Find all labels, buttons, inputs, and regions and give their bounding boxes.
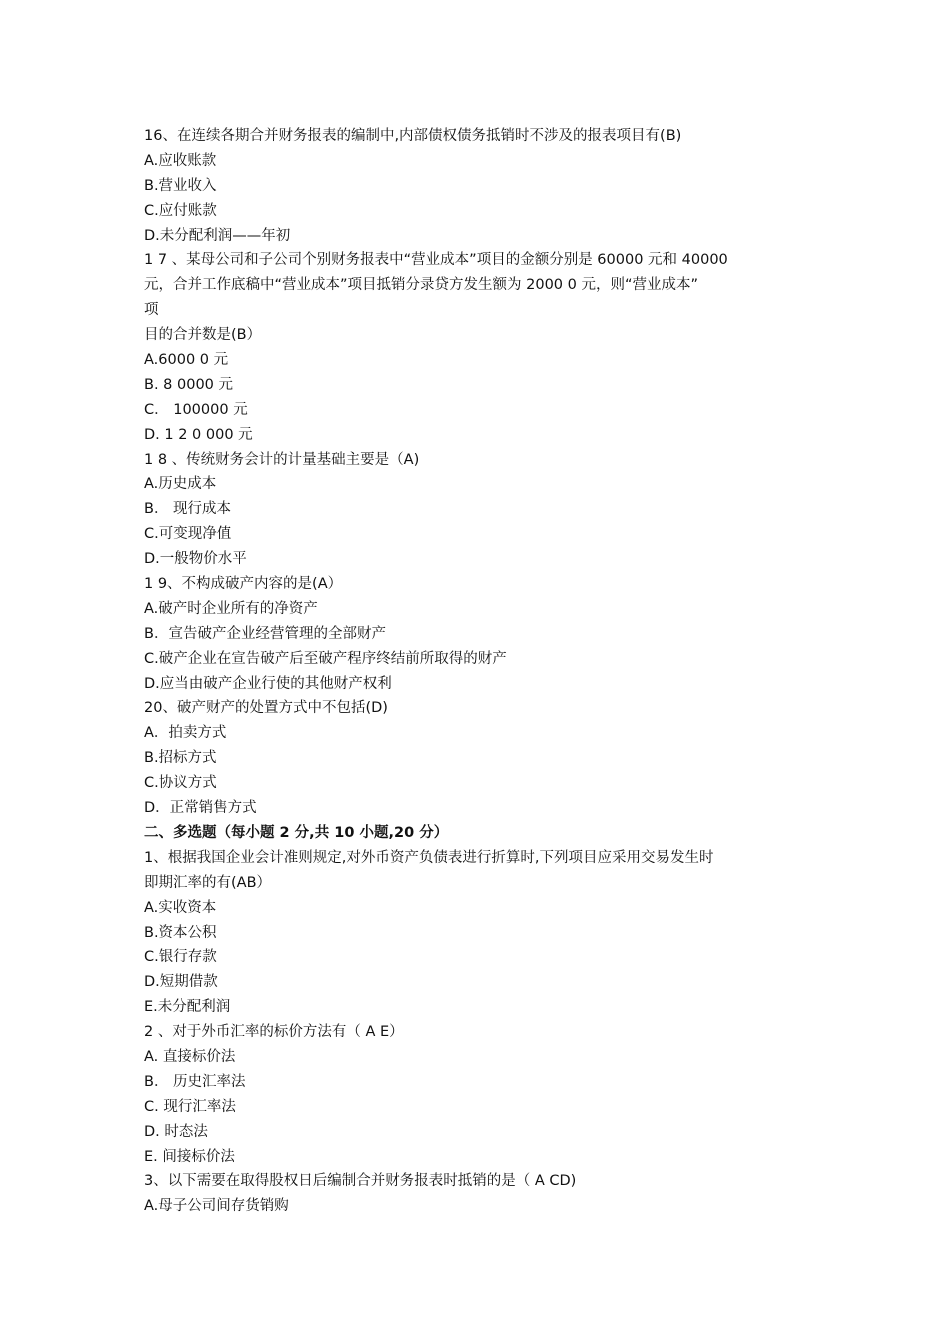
text-line: D.应当由破产企业行使的其他财产权利: [144, 675, 392, 692]
text-line: D.未分配利润——年初: [144, 227, 291, 244]
text-line: E.未分配利润: [144, 999, 231, 1016]
text-line: C.可变现净值: [144, 526, 232, 543]
text-line: D.一般物价水平: [144, 551, 247, 568]
text-line: C． 100000 元: [144, 401, 248, 418]
section-heading: 二、多选题（每小题 2 分,共 10 小题,20 分）: [144, 824, 449, 841]
text-line: B.营业收入: [144, 177, 217, 194]
text-line: B． 历史汇率法: [144, 1073, 246, 1090]
text-line: 元，合并工作底稿中“营业成本”项目抵销分录贷方发生额为 2000 0 元，则“营业成本”: [144, 277, 698, 294]
text-line: B．宣告破产企业经营管理的全部财产: [144, 625, 386, 642]
text-line: C.应付账款: [144, 202, 217, 219]
text-line: A.实收资本: [144, 899, 217, 916]
text-line: E. 间接标价法: [144, 1148, 235, 1165]
text-line: D. 时态法: [144, 1123, 208, 1140]
text-line: 项: [144, 302, 159, 319]
text-line: C. 现行汇率法: [144, 1098, 236, 1115]
text-line: A. 直接标价法: [144, 1048, 236, 1065]
text-line: 16、在连续各期合并财务报表的编制中,内部债权债务抵销时不涉及的报表项目有(B): [144, 128, 682, 144]
text-line: D. 1 2 0 000 元: [144, 426, 253, 443]
text-line: 目的合并数是(B）: [144, 327, 262, 344]
text-line: 20、破产财产的处置方式中不包括(D): [144, 700, 388, 717]
text-line: A.应收账款: [144, 152, 217, 169]
text-line: 即期汇率的有(AB）: [144, 874, 272, 891]
document-body: [144, 124, 814, 1219]
text-line: A.母子公司间存货销购: [144, 1198, 289, 1215]
text-line: B.资本公积: [144, 924, 217, 941]
text-line: A．拍卖方式: [144, 725, 227, 742]
text-line: A.6000 0 元: [144, 352, 229, 369]
text-line: B.招标方式: [144, 750, 217, 767]
text-line: C.银行存款: [144, 949, 217, 966]
text-line: 1 9、不构成破产内容的是(A）: [144, 576, 343, 593]
text-line: A.历史成本: [144, 476, 217, 493]
text-line: 1、根据我国企业会计准则规定,对外币资产负债表进行折算时,下列项目应采用交易发生时: [144, 849, 714, 866]
text-line: B. 8 0000 元: [144, 376, 234, 393]
text-line: D．正常销售方式: [144, 800, 257, 817]
text-line: C.协议方式: [144, 775, 217, 792]
text-line: B． 现行成本: [144, 501, 232, 518]
text-line: C.破产企业在宣告破产后至破产程序终结前所取得的财产: [144, 650, 507, 667]
text-line: A.破产时企业所有的净资产: [144, 600, 318, 617]
text-line: 2 、对于外币汇率的标价方法有（ A E）: [144, 1024, 404, 1041]
text-line: 1 7 、某母公司和子公司个别财务报表中“营业成本”项目的金额分别是 60000 元和 40000: [144, 252, 728, 269]
text-line: D.短期借款: [144, 974, 218, 991]
text-line: 3、以下需要在取得股权日后编制合并财务报表时抵销的是（ A CD): [144, 1173, 577, 1190]
text-line: 1 8 、传统财务会计的计量基础主要是（A): [144, 451, 420, 468]
